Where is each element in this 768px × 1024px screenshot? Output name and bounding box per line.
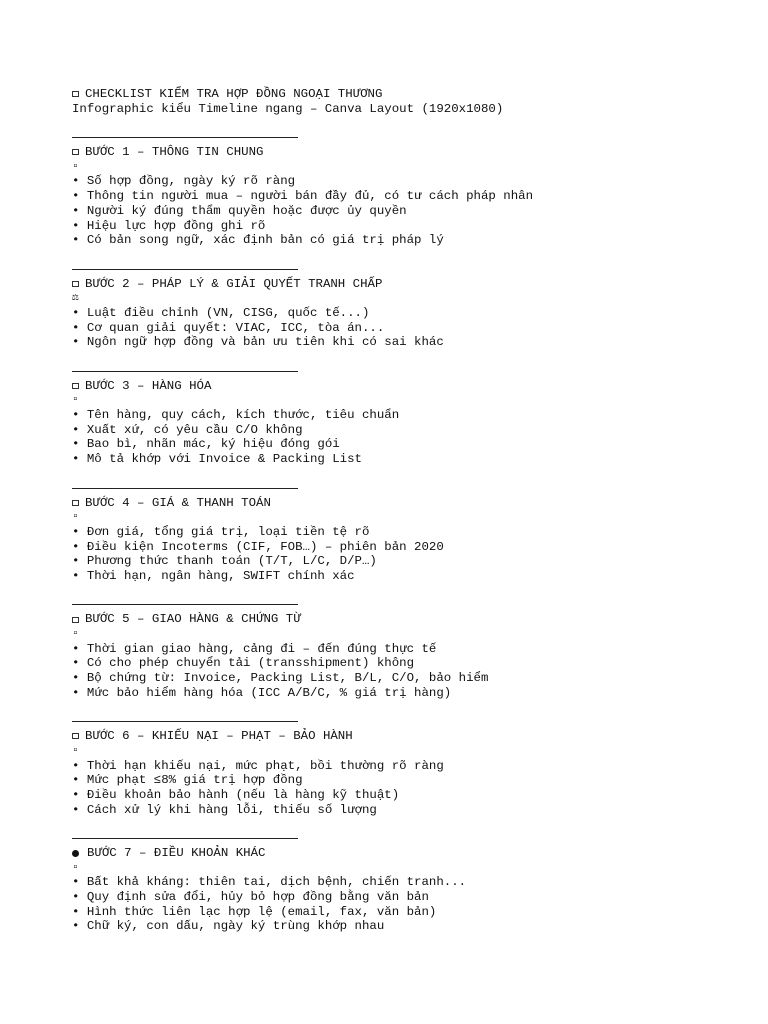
spacer (72, 700, 732, 715)
section-heading (72, 612, 732, 627)
checklist-item: • Cách xử lý khi hàng lỗi, thiếu số lượng (72, 803, 732, 818)
checklist-item: • Có cho phép chuyển tải (transshipment) không (72, 656, 732, 671)
section-heading (72, 729, 732, 744)
checkbox-icon (72, 91, 79, 97)
checkbox-icon (72, 281, 79, 287)
section-title: BƯỚC 5 – GIAO HÀNG & CHỨNG TỪ (85, 612, 301, 627)
section-divider (72, 137, 298, 138)
checklist-item: • Người ký đúng thẩm quyền hoặc được ủy quyền (72, 204, 732, 219)
checklist-item: • Số hợp đồng, ngày ký rõ ràng (72, 174, 732, 189)
section-step-7 (72, 817, 732, 934)
checklist-item: • Mô tả khớp với Invoice & Packing List (72, 452, 732, 467)
scales-icon: ⚖ (72, 292, 79, 305)
section-step-4 (72, 467, 732, 584)
section-title: BƯỚC 7 – ĐIỀU KHOẢN KHÁC (87, 845, 266, 860)
section-step-5 (72, 584, 732, 701)
checklist-item: • Điều kiện Incoterms (CIF, FOB…) – phiên bản 2020 (72, 540, 732, 555)
spacer (72, 350, 732, 365)
document-title: CHECKLIST KIỂM TRA HỢP ĐỒNG NGOẠI THƯƠNG (85, 87, 383, 101)
checklist-item: • Thông tin người mua – người bán đầy đủ, có tư cách pháp nhân (72, 189, 732, 204)
section-title: BƯỚC 2 – PHÁP LÝ & GIẢI QUYẾT TRANH CHẤP (85, 276, 383, 291)
checklist-item: • Đơn giá, tổng giá trị, loại tiền tệ rõ (72, 525, 732, 540)
document-title-line (72, 87, 732, 102)
checklist-item: • Tên hàng, quy cách, kích thước, tiêu chuẩn (72, 408, 732, 423)
checklist-item: • Xuất xứ, có yêu cầu C/O không (72, 423, 732, 438)
spacer (72, 584, 732, 599)
section-title: BƯỚC 1 – THÔNG TIN CHUNG (85, 145, 264, 160)
spacer (72, 817, 732, 832)
placeholder-glyph-icon: ▫ (72, 861, 79, 874)
checklist-item: • Phương thức thanh toán (T/T, L/C, D/P…) (72, 554, 732, 569)
placeholder-glyph-icon: ▫ (72, 628, 79, 640)
section-divider (72, 269, 298, 270)
checklist-item: • Chữ ký, con dấu, ngày ký trùng khớp nhau (72, 919, 732, 934)
checklist-item: • Bất khả kháng: thiên tai, dịch bệnh, chiến tranh... (72, 875, 732, 890)
section-step-1 (72, 116, 732, 248)
checklist-item: • Có bản song ngữ, xác định bản có giá trị pháp lý (72, 233, 732, 248)
section-divider (72, 488, 298, 489)
placeholder-glyph-icon: ▫ (72, 511, 79, 524)
section-title: BƯỚC 6 – KHIẾU NẠI – PHẠT – BẢO HÀNH (85, 729, 353, 744)
section-step-6 (72, 700, 732, 817)
section-divider (72, 371, 298, 372)
checkbox-icon (72, 733, 79, 739)
bullet-dot-icon (72, 850, 79, 857)
sections-container (72, 116, 732, 934)
checklist-item: • Thời hạn, ngân hàng, SWIFT chính xác (72, 569, 732, 584)
section-heading (72, 496, 732, 511)
section-title: BƯỚC 3 – HÀNG HÓA (85, 378, 212, 393)
checkbox-icon (72, 383, 79, 389)
placeholder-glyph-icon: ▫ (72, 394, 79, 407)
placeholder-glyph-icon: ▫ (72, 160, 79, 173)
checklist-item: • Điều khoản bảo hành (nếu là hàng kỹ thuật) (72, 788, 732, 803)
checklist-item: • Bao bì, nhãn mác, ký hiệu đóng gói (72, 437, 732, 452)
checklist-item: • Hình thức liên lạc hợp lệ (email, fax, văn bản) (72, 905, 732, 920)
checkbox-icon (72, 149, 79, 155)
checklist-item: • Cơ quan giải quyết: VIAC, ICC, tòa án... (72, 321, 732, 336)
checklist-item: • Mức bảo hiểm hàng hóa (ICC A/B/C, % giá trị hàng) (72, 686, 732, 701)
spacer (72, 467, 732, 482)
section-divider (72, 604, 298, 605)
section-divider (72, 721, 298, 722)
checklist-item: • Mức phạt ≤8% giá trị hợp đồng (72, 773, 732, 788)
section-heading (72, 846, 732, 861)
placeholder-glyph-icon: ▫ (72, 744, 79, 757)
section-step-2 (72, 248, 732, 350)
section-heading (72, 379, 732, 394)
section-heading (72, 277, 732, 292)
document-subtitle: Infographic kiểu Timeline ngang – Canva Layout (1920x1080) (72, 101, 504, 116)
section-heading (72, 145, 732, 160)
checklist-item: • Thời hạn khiếu nại, mức phạt, bồi thường rõ ràng (72, 759, 732, 774)
section-divider (72, 838, 298, 839)
checkbox-icon (72, 500, 79, 506)
checklist-item: • Ngôn ngữ hợp đồng và bản ưu tiên khi có sai khác (72, 335, 732, 350)
checklist-item: • Quy định sửa đổi, hủy bỏ hợp đồng bằng văn bản (72, 890, 732, 905)
checklist-item: • Luật điều chỉnh (VN, CISG, quốc tế...) (72, 306, 732, 321)
checklist-item: • Thời gian giao hàng, cảng đi – đến đúng thực tế (72, 642, 732, 657)
checklist-item: • Bộ chứng từ: Invoice, Packing List, B/L, C/O, bảo hiểm (72, 671, 732, 686)
checklist-item: • Hiệu lực hợp đồng ghi rõ (72, 219, 732, 234)
spacer (72, 116, 732, 131)
section-step-3 (72, 350, 732, 467)
spacer (72, 248, 732, 263)
checkbox-icon (72, 617, 79, 623)
section-title: BƯỚC 4 – GIÁ & THANH TOÁN (85, 495, 271, 510)
checklist-document (72, 87, 732, 934)
